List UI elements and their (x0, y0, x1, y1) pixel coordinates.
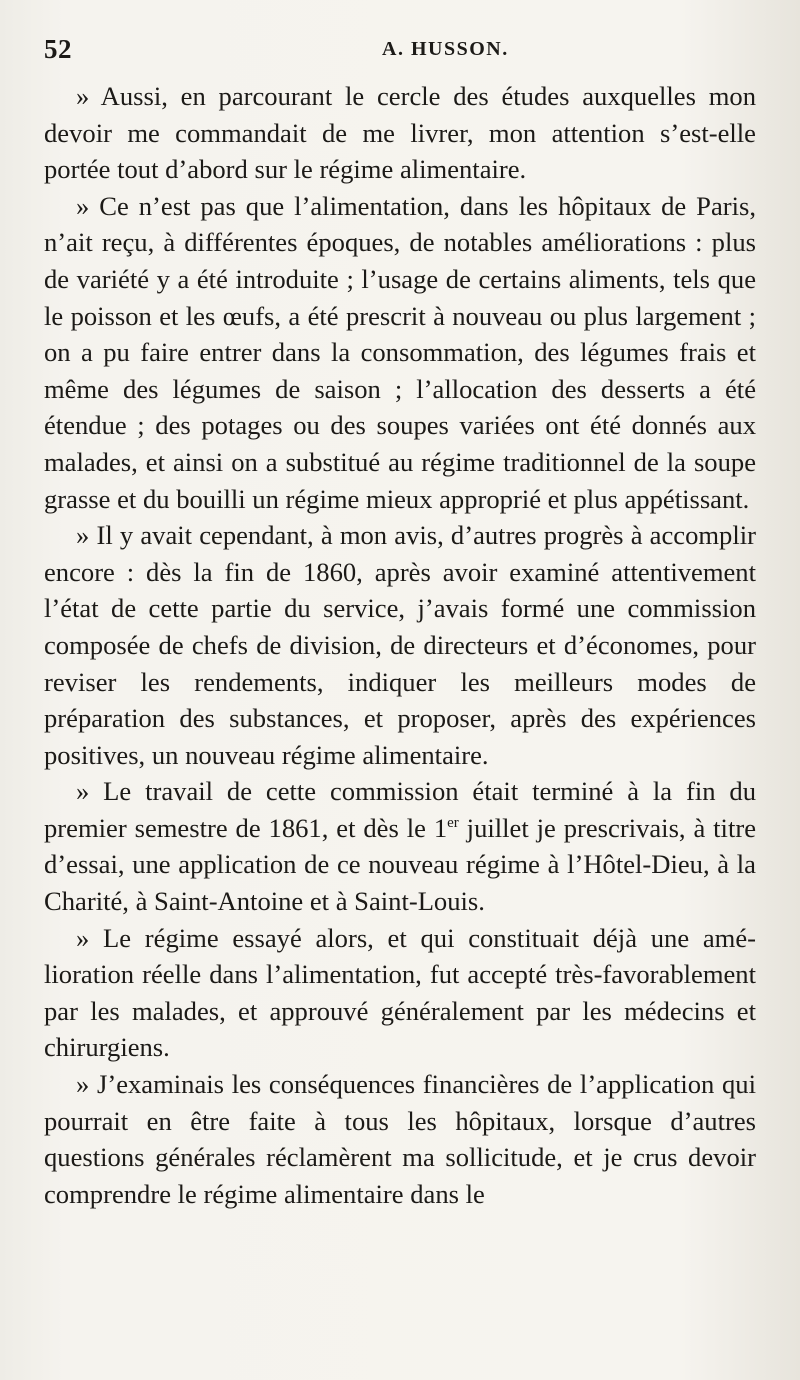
paragraph-4-text-after: juillet je prescrivais, à titre d’essai, une application de ce nouveau régime à l’Hôtel-Dieu, à la Charité, à Saint-Antoine et à Saint-Louis. (44, 812, 756, 917)
paragraph-4-text-before: » Le travail de cette commission était terminé à la fin du premier semestre de 1861, et dès le 1 (44, 776, 756, 843)
paragraph-6: » J’examinais les conséquences financières de l’application qui pourrait en être faite à tous les hôpitaux, lorsque d’autres questions générales réclamèrent ma sollicitude, et je crus devoir comprendre le régime alimentaire dans le (44, 1069, 756, 1209)
page-number: 52 (44, 34, 72, 64)
paragraph-4 (44, 773, 756, 919)
ordinal-superscript: er (447, 814, 459, 831)
paragraph-5: » Le régime essayé alors, et qui constituait déjà une amélioration réelle dans l’alimentation, fut accepté très-favorablement par les malades, et approuvé généralement par les médecins et chirurgiens. (44, 922, 756, 1063)
running-head: A. HUSSON. (382, 38, 509, 60)
paragraph-1: » Aussi, en parcourant le cercle des études auxquelles mon devoir me commandait de me livrer, mon attention s’est-elle portée tout d’abord sur le régime alimentaire. (44, 81, 756, 185)
body-text (44, 78, 756, 1212)
paragraph-2: » Ce n’est pas que l’alimentation, dans les hôpitaux de Paris, n’ait reçu, à différentes époques, de notables améliorations : plus de variété y a été introduite ; l’usage de certains aliments, tels que le poisson et les œufs, a été prescrit à nouveau ou plus largement ; on a pu faire entrer dans la consommation, des légumes frais et même des légumes de saison ; l’allocation des desserts a été étendue ; des potages ou des soupes variées ont été donnés aux malades, et ainsi on a substitué au régime traditionnel de la soupe grasse et du bouilli un régime mieux approprié et plus appétissant. (44, 190, 756, 514)
page-header (44, 34, 756, 74)
paragraph-3: » Il y avait cependant, à mon avis, d’autres progrès à accomplir encore : dès la fin de 1860, après avoir examiné attentivement l’état de cette partie du service, j’avais formé une commission composée de chefs de division, de directeurs et d’économes, pour reviser les rendements, indiquer les meilleurs modes de préparation des substances, et proposer, après des expériences positives, un nouveau régime alimentaire. (44, 520, 756, 770)
